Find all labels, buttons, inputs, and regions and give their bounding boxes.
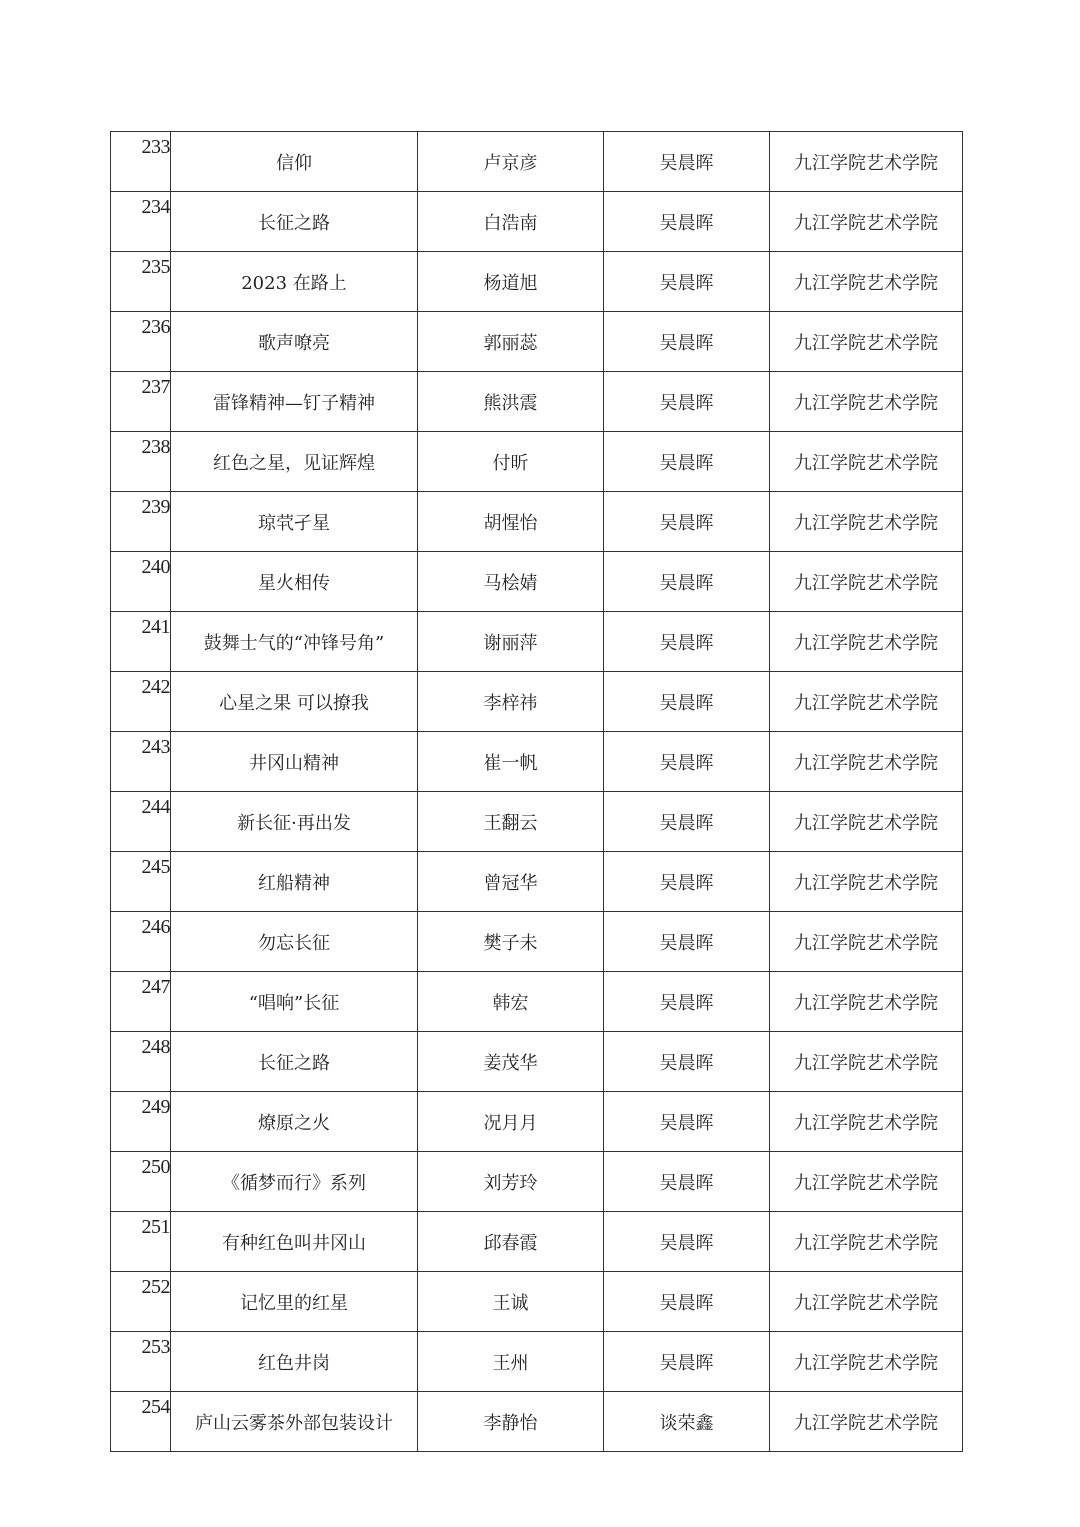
author-name: 付昕 xyxy=(418,432,604,492)
advisor-name: 吴晨晖 xyxy=(604,252,770,312)
school-name: 九江学院艺术学院 xyxy=(770,132,963,192)
school-name: 九江学院艺术学院 xyxy=(770,672,963,732)
row-number: 249 xyxy=(111,1092,171,1152)
advisor-name: 吴晨晖 xyxy=(604,912,770,972)
row-number: 242 xyxy=(111,672,171,732)
table-row xyxy=(111,672,963,732)
table-row xyxy=(111,1032,963,1092)
row-number: 253 xyxy=(111,1332,171,1392)
work-title: 长征之路 xyxy=(171,1032,418,1092)
advisor-name: 吴晨晖 xyxy=(604,732,770,792)
school-name: 九江学院艺术学院 xyxy=(770,552,963,612)
row-number: 236 xyxy=(111,312,171,372)
advisor-name: 吴晨晖 xyxy=(604,432,770,492)
award-list-table xyxy=(110,131,963,1452)
school-name: 九江学院艺术学院 xyxy=(770,492,963,552)
school-name: 九江学院艺术学院 xyxy=(770,1032,963,1092)
advisor-name: 吴晨晖 xyxy=(604,1032,770,1092)
school-name: 九江学院艺术学院 xyxy=(770,192,963,252)
work-title: 信仰 xyxy=(171,132,418,192)
row-number: 247 xyxy=(111,972,171,1032)
school-name: 九江学院艺术学院 xyxy=(770,1152,963,1212)
author-name: 崔一帆 xyxy=(418,732,604,792)
advisor-name: 吴晨晖 xyxy=(604,132,770,192)
school-name: 九江学院艺术学院 xyxy=(770,1212,963,1272)
school-name: 九江学院艺术学院 xyxy=(770,912,963,972)
work-title: 庐山云雾茶外部包装设计 xyxy=(171,1392,418,1452)
work-title: 红船精神 xyxy=(171,852,418,912)
work-title: 燎原之火 xyxy=(171,1092,418,1152)
row-number: 250 xyxy=(111,1152,171,1212)
school-name: 九江学院艺术学院 xyxy=(770,1332,963,1392)
school-name: 九江学院艺术学院 xyxy=(770,612,963,672)
advisor-name: 吴晨晖 xyxy=(604,1332,770,1392)
row-number: 251 xyxy=(111,1212,171,1272)
row-number: 238 xyxy=(111,432,171,492)
work-title: 新长征·再出发 xyxy=(171,792,418,852)
author-name: 王翻云 xyxy=(418,792,604,852)
table-row xyxy=(111,372,963,432)
table-row xyxy=(111,1272,963,1332)
author-name: 曾冠华 xyxy=(418,852,604,912)
school-name: 九江学院艺术学院 xyxy=(770,792,963,852)
author-name: 王诚 xyxy=(418,1272,604,1332)
work-title: 有种红色叫井冈山 xyxy=(171,1212,418,1272)
row-number: 235 xyxy=(111,252,171,312)
author-name: 邱春霞 xyxy=(418,1212,604,1272)
table-row xyxy=(111,1392,963,1452)
work-title: 长征之路 xyxy=(171,192,418,252)
author-name: 谢丽萍 xyxy=(418,612,604,672)
row-number: 254 xyxy=(111,1392,171,1452)
author-name: 刘芳玲 xyxy=(418,1152,604,1212)
advisor-name: 吴晨晖 xyxy=(604,1272,770,1332)
advisor-name: 吴晨晖 xyxy=(604,312,770,372)
row-number: 248 xyxy=(111,1032,171,1092)
work-title: 心星之果 可以撩我 xyxy=(171,672,418,732)
table-row xyxy=(111,132,963,192)
row-number: 243 xyxy=(111,732,171,792)
work-title: 2023 在路上 xyxy=(171,252,418,312)
work-title: 红色之星，见证辉煌 xyxy=(171,432,418,492)
table-row xyxy=(111,792,963,852)
school-name: 九江学院艺术学院 xyxy=(770,432,963,492)
table-row xyxy=(111,732,963,792)
author-name: 李梓祎 xyxy=(418,672,604,732)
advisor-name: 吴晨晖 xyxy=(604,612,770,672)
work-title: 琼茕孑星 xyxy=(171,492,418,552)
author-name: 熊洪震 xyxy=(418,372,604,432)
school-name: 九江学院艺术学院 xyxy=(770,852,963,912)
row-number: 252 xyxy=(111,1272,171,1332)
work-title: 鼓舞士气的“冲锋号角” xyxy=(171,612,418,672)
author-name: 姜茂华 xyxy=(418,1032,604,1092)
advisor-name: 吴晨晖 xyxy=(604,1092,770,1152)
school-name: 九江学院艺术学院 xyxy=(770,312,963,372)
table-row xyxy=(111,252,963,312)
work-title: 歌声嘹亮 xyxy=(171,312,418,372)
award-list-body xyxy=(111,132,963,1452)
table-row xyxy=(111,552,963,612)
table-row xyxy=(111,1332,963,1392)
work-title: 《循梦而行》系列 xyxy=(171,1152,418,1212)
author-name: 郭丽蕊 xyxy=(418,312,604,372)
author-name: 韩宏 xyxy=(418,972,604,1032)
table-row xyxy=(111,1152,963,1212)
author-name: 李静怡 xyxy=(418,1392,604,1452)
table-row xyxy=(111,432,963,492)
advisor-name: 吴晨晖 xyxy=(604,1212,770,1272)
author-name: 况月月 xyxy=(418,1092,604,1152)
author-name: 马桧婧 xyxy=(418,552,604,612)
advisor-name: 谈荣鑫 xyxy=(604,1392,770,1452)
row-number: 246 xyxy=(111,912,171,972)
advisor-name: 吴晨晖 xyxy=(604,1152,770,1212)
table-row xyxy=(111,852,963,912)
advisor-name: 吴晨晖 xyxy=(604,972,770,1032)
work-title: 雷锋精神—钉子精神 xyxy=(171,372,418,432)
school-name: 九江学院艺术学院 xyxy=(770,1272,963,1332)
row-number: 240 xyxy=(111,552,171,612)
author-name: 胡惺怡 xyxy=(418,492,604,552)
table-row xyxy=(111,492,963,552)
advisor-name: 吴晨晖 xyxy=(604,492,770,552)
advisor-name: 吴晨晖 xyxy=(604,372,770,432)
row-number: 245 xyxy=(111,852,171,912)
school-name: 九江学院艺术学院 xyxy=(770,732,963,792)
author-name: 樊子未 xyxy=(418,912,604,972)
table-row xyxy=(111,972,963,1032)
author-name: 王州 xyxy=(418,1332,604,1392)
school-name: 九江学院艺术学院 xyxy=(770,1092,963,1152)
table-row xyxy=(111,192,963,252)
row-number: 234 xyxy=(111,192,171,252)
school-name: 九江学院艺术学院 xyxy=(770,1392,963,1452)
work-title: “唱响”长征 xyxy=(171,972,418,1032)
advisor-name: 吴晨晖 xyxy=(604,672,770,732)
school-name: 九江学院艺术学院 xyxy=(770,372,963,432)
table-row xyxy=(111,1212,963,1272)
table-row xyxy=(111,1092,963,1152)
row-number: 241 xyxy=(111,612,171,672)
table-row xyxy=(111,912,963,972)
advisor-name: 吴晨晖 xyxy=(604,552,770,612)
row-number: 237 xyxy=(111,372,171,432)
work-title: 星火相传 xyxy=(171,552,418,612)
work-title: 红色井岗 xyxy=(171,1332,418,1392)
table-row xyxy=(111,312,963,372)
row-number: 239 xyxy=(111,492,171,552)
work-title: 记忆里的红星 xyxy=(171,1272,418,1332)
author-name: 白浩南 xyxy=(418,192,604,252)
school-name: 九江学院艺术学院 xyxy=(770,972,963,1032)
work-title: 勿忘长征 xyxy=(171,912,418,972)
table-row xyxy=(111,612,963,672)
author-name: 卢京彦 xyxy=(418,132,604,192)
row-number: 233 xyxy=(111,132,171,192)
row-number: 244 xyxy=(111,792,171,852)
advisor-name: 吴晨晖 xyxy=(604,192,770,252)
school-name: 九江学院艺术学院 xyxy=(770,252,963,312)
author-name: 杨道旭 xyxy=(418,252,604,312)
work-title: 井冈山精神 xyxy=(171,732,418,792)
advisor-name: 吴晨晖 xyxy=(604,792,770,852)
advisor-name: 吴晨晖 xyxy=(604,852,770,912)
